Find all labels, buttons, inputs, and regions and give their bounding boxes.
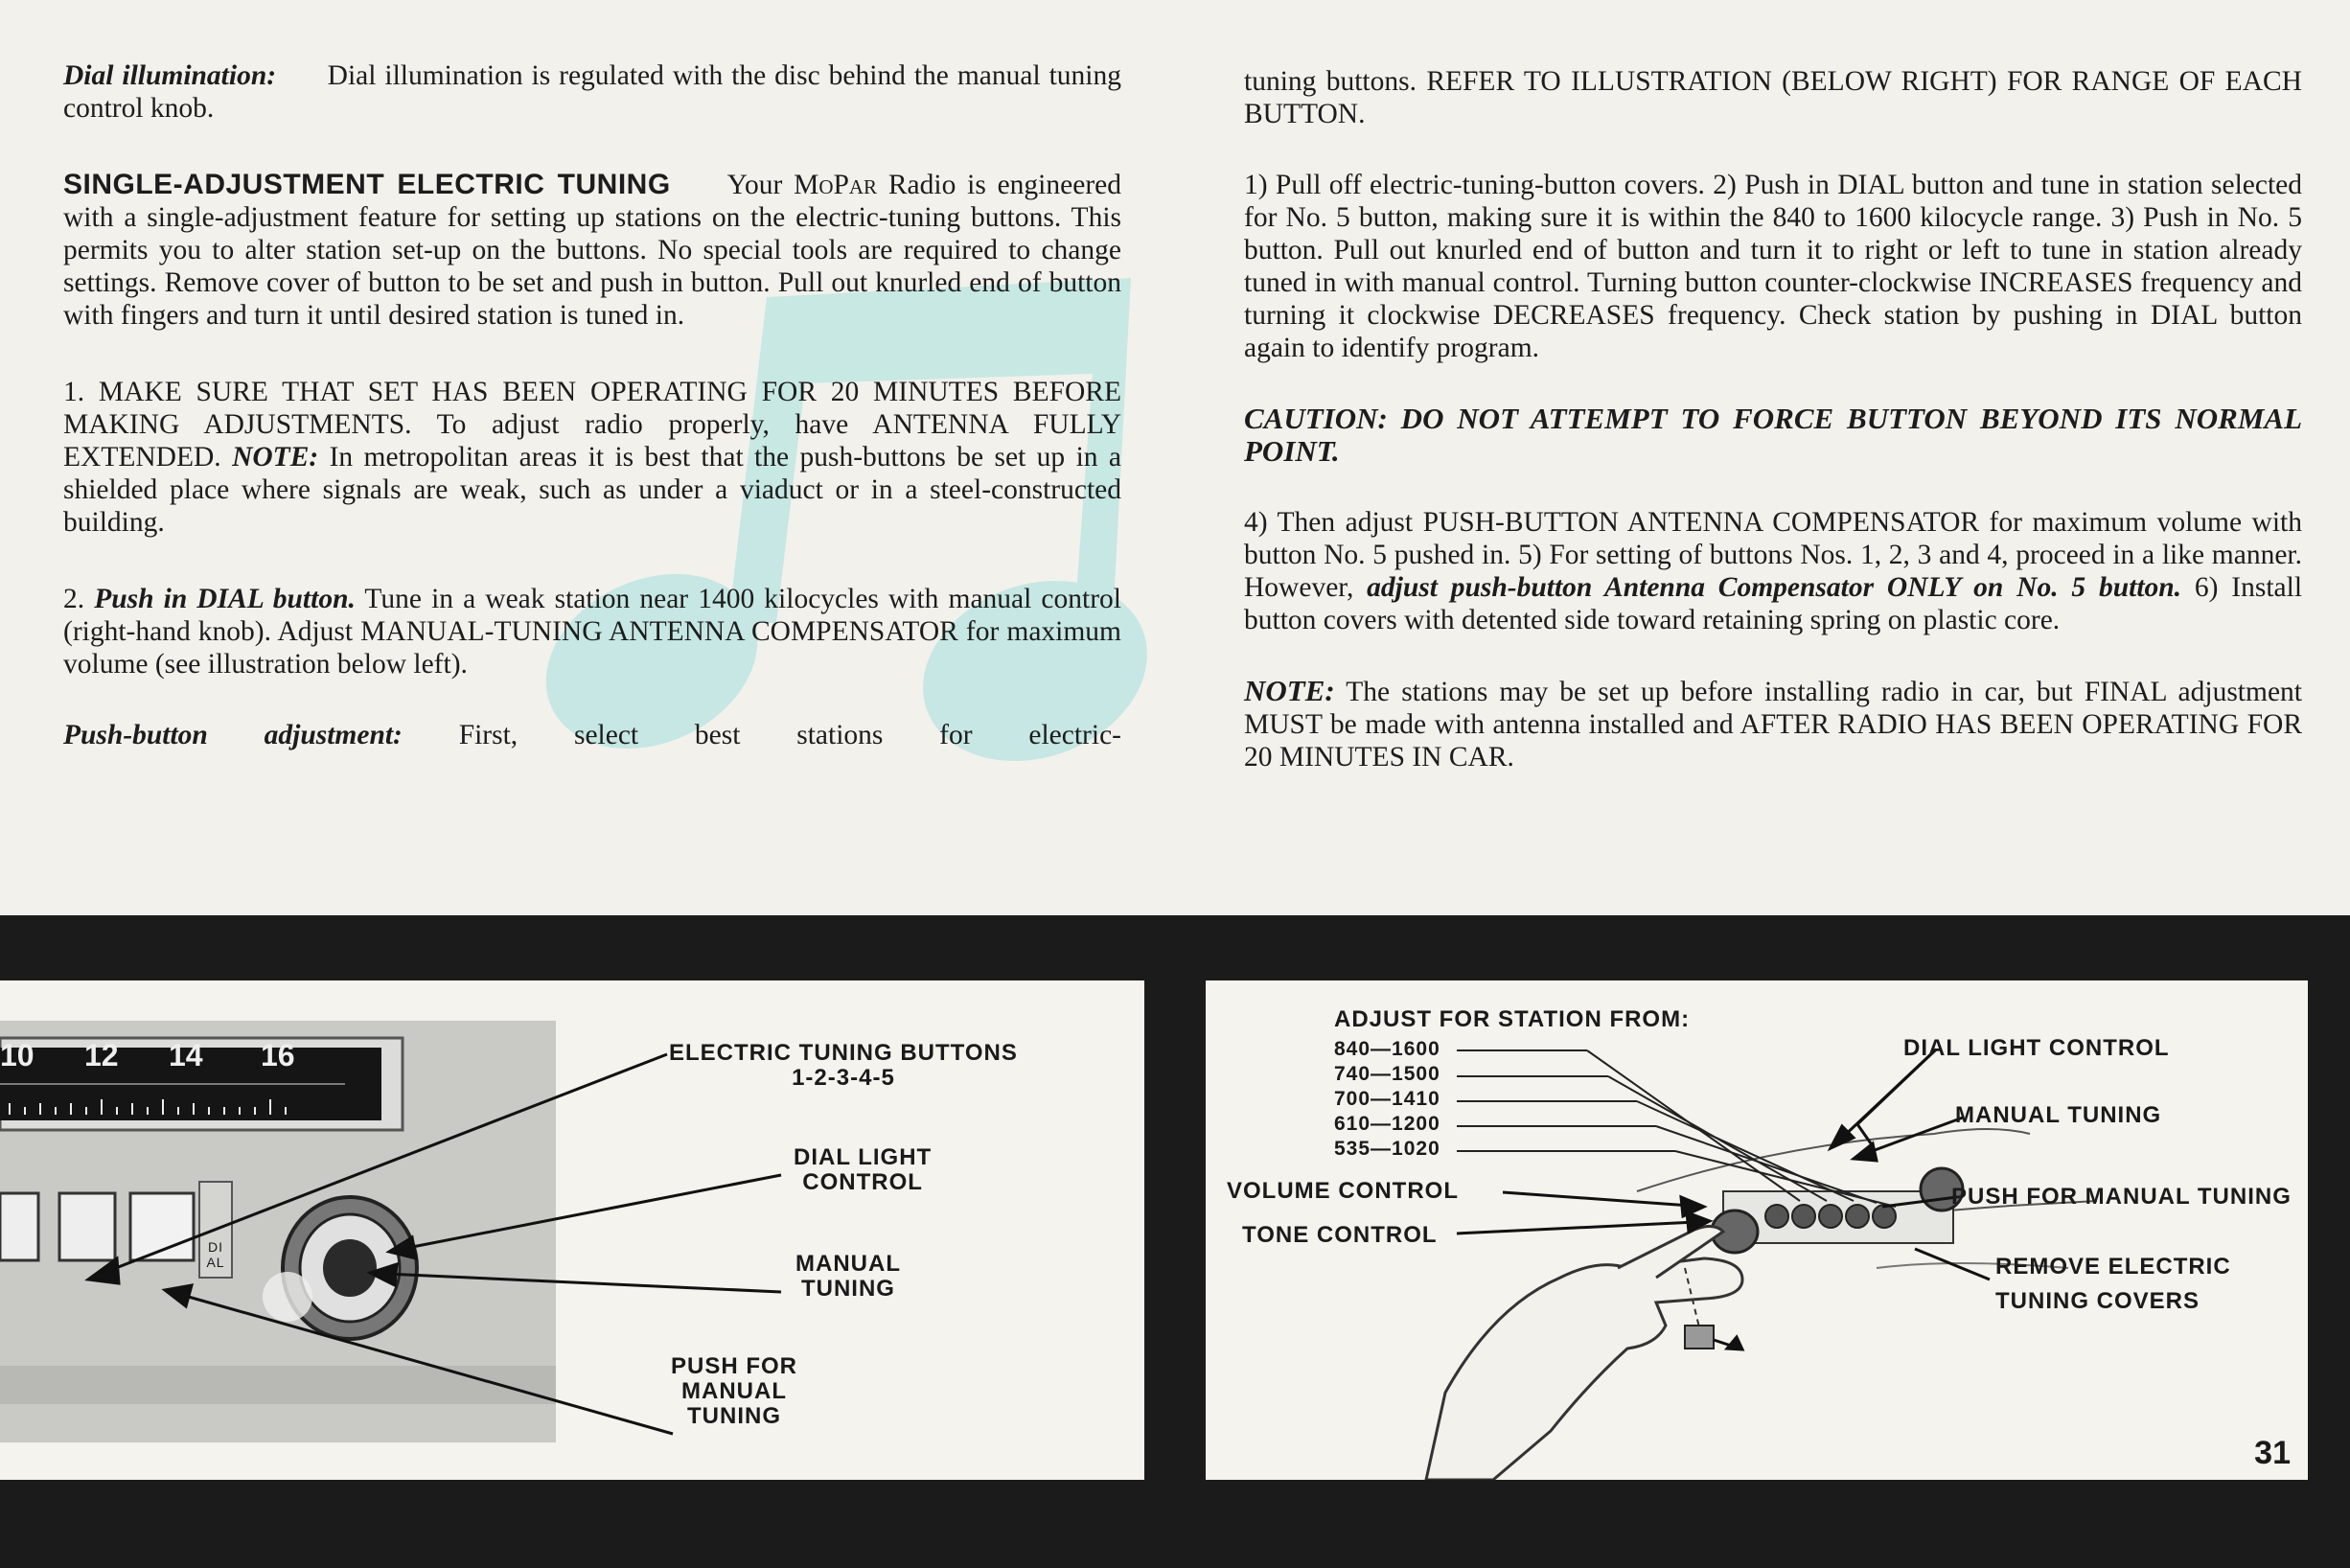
caution-text: CAUTION: DO NOT ATTEMPT TO FORCE BUTTON BEYOND ITS NORMAL POINT.	[1244, 402, 2302, 468]
remove-covers-line2: TUNING COVERS	[1995, 1288, 2200, 1314]
step-1-paragraph	[63, 376, 1121, 539]
dial-number-16: 16	[261, 1038, 295, 1072]
left-text-column	[63, 59, 1121, 751]
dial-light-control-line2: CONTROL	[802, 1169, 923, 1195]
steps-paragraph	[1244, 169, 2302, 364]
adjust-for-station-heading: ADJUST FOR STATION FROM:	[1334, 1006, 1691, 1032]
push-for-manual-tuning-line3: TUNING	[687, 1403, 781, 1429]
step-2-paragraph	[63, 583, 1121, 680]
dial-illumination-paragraph	[63, 59, 1121, 125]
push-button-adjustment-paragraph	[63, 719, 1121, 751]
steps-text: 1) Pull off electric-tuning-button covers. 2) Push in DIAL button and tune in station selected for No. 5 button, making sure it is within the 840 to 1600 kilocycle range. 3) Push in No. 5 button. Pull out knurled end of button and turn it to right or left to tune in station already tuned in with manual control. Turning button counter-clockwise INCREASES frequency and turning it clockwise DECREASES frequency. Check station by pushing in DIAL button again to identify program.	[1244, 170, 2302, 363]
electric-tuning-buttons-line1: ELECTRIC TUNING BUTTONS	[669, 1040, 1018, 1066]
step-4-paragraph	[1244, 506, 2302, 636]
right-illustration-panel	[1206, 980, 2308, 1480]
electric-tuning-buttons-line2: 1-2-3-4-5	[792, 1065, 895, 1091]
push-button-adjustment-text: First, select best stations for electric-	[402, 720, 1121, 750]
dial-number-14: 14	[169, 1038, 203, 1072]
range-700-1410: 700—1410	[1334, 1088, 1440, 1110]
page-number: 31	[2254, 1435, 2291, 1471]
refer-paragraph	[1244, 65, 2302, 130]
push-for-manual-tuning-label	[671, 1354, 797, 1429]
push-for-manual-tuning-line1: PUSH FOR	[671, 1353, 798, 1379]
electric-tuning-buttons-label	[669, 1041, 1018, 1091]
single-adjustment-paragraph	[63, 169, 1121, 332]
dial-number-12: 12	[84, 1038, 119, 1072]
volume-control-label: VOLUME CONTROL	[1227, 1178, 1459, 1204]
tone-control-label: TONE CONTROL	[1242, 1222, 1438, 1248]
remove-covers-line1: REMOVE ELECTRIC	[1995, 1254, 2231, 1280]
dial-light-control-label	[794, 1145, 932, 1195]
left-illustration-panel	[0, 980, 1144, 1480]
dial-knob-label: DIAL	[206, 1239, 225, 1270]
dial-illumination-text: Dial illumination is regulated with the disc behind the manual tuning control knob.	[63, 60, 1121, 124]
manual-tuning-label	[795, 1252, 901, 1302]
right-text-column	[1244, 59, 2302, 773]
manual-tuning-line2: TUNING	[800, 1276, 895, 1302]
push-button-adjustment-label: Push-button adjustment:	[63, 720, 403, 750]
mopar-brand: MoPar	[794, 170, 878, 200]
manual-tuning-right-label: MANUAL TUNING	[1955, 1102, 2162, 1128]
push-for-manual-tuning-right-label: PUSH FOR MANUAL TUNING	[1951, 1184, 2292, 1210]
manual-tuning-line1: MANUAL	[795, 1251, 901, 1277]
single-adjustment-heading: SINGLE-ADJUSTMENT ELECTRIC TUNING	[63, 169, 671, 200]
step-4-italic: adjust push-button Antenna Compensator ONLY on No. 5 button.	[1367, 572, 2182, 603]
dial-illumination-label: Dial illumination:	[63, 60, 277, 91]
single-adjustment-text-a: Your	[726, 170, 795, 200]
final-note-paragraph	[1244, 675, 2302, 773]
step-2-text: Tune in a weak station near 1400 kilocycles with manual control (right-hand knob). Adjust MANUAL-TUNING ANTENNA COMPENSATOR for maximum volume (see illustration below left).	[63, 584, 1121, 680]
caution-paragraph	[1244, 403, 2302, 468]
push-for-manual-tuning-line2: MANUAL	[681, 1378, 787, 1404]
step-4-text-b: 6) Install button covers with detented side toward retaining spring on plastic core.	[1244, 572, 2303, 635]
step-1-note: NOTE:	[232, 442, 319, 473]
single-adjustment-text-b: Radio is engineered with a single-adjustment feature for setting up stations on the electric-tuning buttons. This permits you to alter station set-up on the buttons. No special tools are required to change settings. Remove cover of button to be set and push in button. Pull out knurled end of button with fingers and turn it until desired station is tuned in.	[63, 170, 1121, 331]
step-2-number: 2.	[63, 584, 95, 614]
range-610-1200: 610—1200	[1334, 1113, 1440, 1135]
dial-number-10: 10	[0, 1038, 35, 1072]
dial-light-control-right-label: DIAL LIGHT CONTROL	[1903, 1035, 2170, 1061]
step-1-text-a: 1. MAKE SURE THAT SET HAS BEEN OPERATING FOR 20 MINUTES BEFORE MAKING ADJUSTMENTS. To adjust radio properly, have ANTENNA FULLY EXTENDED.	[63, 377, 1121, 473]
range-535-1020: 535—1020	[1334, 1138, 1440, 1160]
refer-text: tuning buttons. REFER TO ILLUSTRATION (BELOW RIGHT) FOR RANGE OF EACH BUTTON.	[1244, 66, 2302, 129]
range-840-1600: 840—1600	[1334, 1038, 1440, 1060]
final-note-text: The stations may be set up before installing radio in car, but FINAL adjustment MUST be made with antenna installed and AFTER RADIO HAS BEEN OPERATING FOR 20 MINUTES IN CAR.	[1244, 677, 2302, 772]
step-2-label: Push in DIAL button.	[94, 584, 356, 614]
step-1-text-b: In metropolitan areas it is best that the push-buttons be set up in a shielded place where signals are weak, such as under a viaduct or in a steel-constructed building.	[63, 442, 1121, 538]
final-note-label: NOTE:	[1244, 674, 1335, 707]
remove-electric-tuning-covers-label	[1995, 1255, 2231, 1314]
step-4-text-a: 4) Then adjust PUSH-BUTTON ANTENNA COMPENSATOR for maximum volume with button No. 5 pushed in. 5) For setting of buttons Nos. 1, 2, 3 and 4, proceed in a like manner. However,	[1244, 507, 2302, 603]
range-740-1500: 740—1500	[1334, 1063, 1440, 1085]
dial-light-control-line1: DIAL LIGHT	[794, 1144, 933, 1170]
